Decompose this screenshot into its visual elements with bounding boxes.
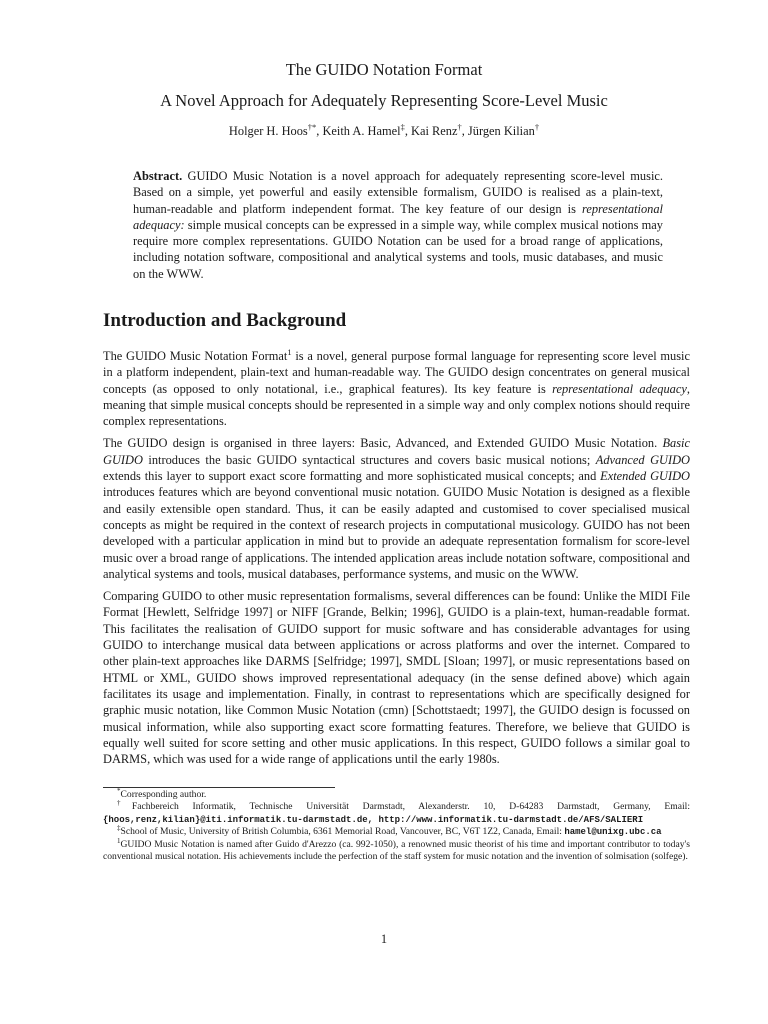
- paragraph-emphasis: Extended GUIDO: [600, 469, 690, 484]
- paragraph-text: introduces features which are beyond conventional music notation. GUIDO Music Notation is designed as a flexible and easily extensible open standard. Thus, it can be easily adapted and customised to cover specialised musical concepts as might be required in the context of research projects in computational musicology. GUIDO has not been developed with a particular application in mind but to provide an adequate representation formalism for score-level music over a broad range of applications. The intended application areas include notation software, compositional and analytical systems and tools, musical databases, performance systems, and music on the WWW.: [103, 485, 690, 581]
- author-affiliation-mark: ‡: [400, 122, 405, 132]
- author-name: Kai Renz: [411, 124, 458, 138]
- section-body: [103, 348, 690, 773]
- author-list: Holger H. Hoos†*, Keith A. Hamel‡, Kai Renz†, Jürgen Kilian†: [228, 122, 540, 138]
- footnote-text: School of Music, University of British Columbia, 6361 Memorial Road, Vancouver, BC, V6T 1Z2, Canada, Email:: [120, 826, 565, 838]
- footnote: [103, 836, 690, 864]
- abstract-text: simple musical concepts can be expressed in a simple way, while complex musical notions may require more complex representations. GUIDO Notation can be used for a broad range of applications, including notation software, compositional and analytical systems and tools, music databases, and music on the WWW.: [133, 217, 663, 281]
- paragraph: [103, 435, 690, 582]
- page-number: 1: [380, 932, 388, 946]
- paragraph-emphasis: Advanced GUIDO: [595, 452, 690, 467]
- paragraph-text: , meaning that simple musical concepts should be represented in a simple way and only complex notions should require complex representations.: [103, 381, 690, 429]
- footnote-mark: ‡: [117, 824, 121, 833]
- footnote: [103, 801, 690, 826]
- url-link[interactable]: http://www.informatik.tu-darmstadt.de/AFS/SALIERI: [373, 814, 644, 825]
- footnote-mark: 1: [117, 836, 121, 845]
- author-affiliation-mark: †*: [307, 122, 317, 132]
- footnote: [103, 789, 690, 801]
- footnote-text: Fachbereich Informatik, Technische Universität Darmstadt, Alexanderstr. 10, D-64283 Darmstadt, Germany, Email:: [131, 801, 691, 813]
- author-name: Keith A. Hamel: [322, 124, 401, 138]
- paragraph-emphasis: representational adequacy: [552, 381, 687, 396]
- paragraph-text: The GUIDO design is organised in three layers: Basic, Advanced, and Extended GUIDO Music Notation.: [103, 436, 663, 451]
- footnote-text: Corresponding author.: [120, 789, 207, 800]
- paragraph-text: introduces the basic GUIDO syntactical structures and covers basic musical notions;: [142, 452, 596, 467]
- footnote-mark: *: [117, 787, 121, 795]
- paragraph: Comparing GUIDO to other music representation formalisms, several differences can be found: Unlike the MIDI File Format [Hewlett, Selfridge 1997] or NIFF [Grande, Belkin; 1996], GUIDO is a plain-text, human-readable format. This facilitates the realisation of GUIDO support for music software and has considerable advantages for using GUIDO to interchange musical data between applications or across platforms and over the internet. Compared to other plain-text approaches like DARMS [Selfridge; 1997], SMDL [Sloan; 1997], or music representations based on HTML or XML, GUIDO shows improved representational adequacy (in the sense defined above) which again facilitates its usage and implementation. Finally, in contrast to representations which are specifically designed for graphic music notation, like Common Music Notation (cmn) [Schottstaedt; 1997], the GUIDO design is focussed on musical information, while also supporting exact score formatting features. Therefore, we believe that GUIDO is equally well suited for score setting and other music applications. In this respect, GUIDO follows a similar goal to DARMS, which was used for a wide range of applications until the early 1980s.: [103, 589, 690, 767]
- email-link[interactable]: hamel@unixg.ubc.ca: [564, 827, 662, 838]
- abstract-text: GUIDO Music Notation is a novel approach for adequately representing score-level music. Based on a simple, yet powerful and easily extensible formalism, GUIDO is realised as a plain-text, human-readable and platform independent format. The key feature of our design is: [133, 169, 663, 216]
- abstract-label: Abstract.: [133, 169, 183, 183]
- email-link[interactable]: {hoos,renz,kilian}@iti.informatik.tu-darmstadt.de,: [103, 814, 374, 825]
- footnote-mark: †: [117, 799, 132, 808]
- paragraph-text: The GUIDO Music Notation Format: [103, 349, 288, 363]
- paper-subtitle: A Novel Approach for Adequately Representing Score-Level Music: [160, 91, 608, 110]
- author-name: Holger H. Hoos: [228, 124, 308, 138]
- section-heading: Introduction and Background: [103, 310, 347, 331]
- paragraph: [103, 348, 690, 429]
- abstract: [133, 168, 663, 282]
- footnote-text: GUIDO Music Notation is named after Guido d'Arezzo (ca. 992-1050), a renowned music theorist of his time and important contributor to today's conventional musical notation. His achievements include the perfection of the staff system for music notation and the invention of solmisation (solfege).: [103, 838, 690, 863]
- footnote: [103, 826, 690, 838]
- author-affiliation-mark: †: [457, 122, 462, 132]
- footnote-rule: [103, 787, 335, 788]
- abstract-emphasis: representational adequacy:: [133, 201, 663, 232]
- paragraph-text: extends this layer to support exact score formatting and more sophisticated musical concepts; and: [103, 469, 601, 484]
- footnote-ref[interactable]: 1: [287, 347, 292, 357]
- paragraph-emphasis: Basic GUIDO: [103, 436, 690, 467]
- paragraph-text: is a novel, general purpose formal language for representing score level music in a platform independent, plain-text and human-readable way. The GUIDO design concentrates on general musical concepts (as opposed to only notational, i.e., graphical features). Its key feature is: [103, 349, 690, 396]
- footnotes: [103, 789, 690, 863]
- paper-title: The GUIDO Notation Format: [285, 60, 483, 79]
- author-name: Jürgen Kilian: [467, 124, 535, 138]
- author-affiliation-mark: †: [534, 122, 540, 132]
